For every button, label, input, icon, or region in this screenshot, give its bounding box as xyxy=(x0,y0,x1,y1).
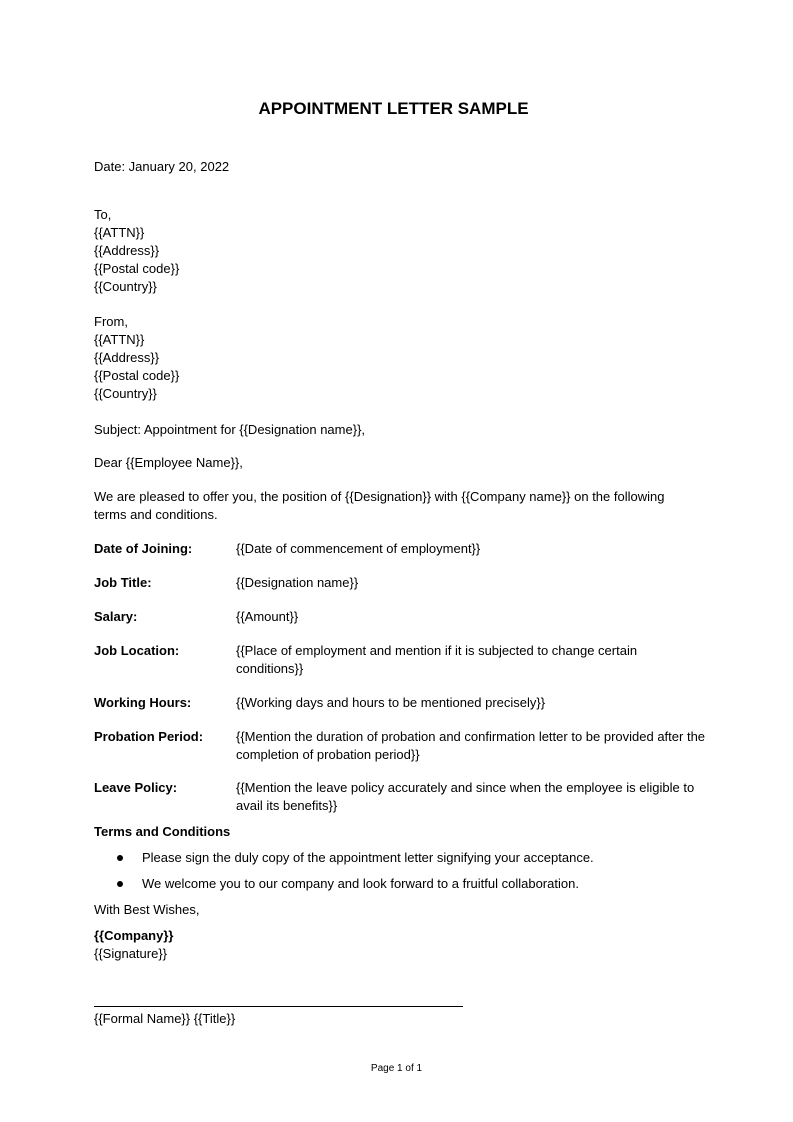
term-value-job-title: {{Designation name}} xyxy=(236,575,359,590)
term-value-working-hours: {{Working days and hours to be mentioned precisely}} xyxy=(236,695,546,710)
terms-heading: Terms and Conditions xyxy=(94,824,231,839)
to-heading: To, xyxy=(94,207,112,222)
term-label-job-location: Job Location: xyxy=(94,643,180,658)
bullet-dot-icon xyxy=(117,855,123,861)
from-country: {{Country}} xyxy=(94,386,157,401)
term-label-salary: Salary: xyxy=(94,609,138,624)
to-country: {{Country}} xyxy=(94,279,157,294)
signature-placeholder: {{Signature}} xyxy=(94,946,168,961)
signature-line xyxy=(94,1006,463,1007)
bullet-item-welcome: We welcome you to our company and look forward to a fruitful collaboration. xyxy=(142,876,579,891)
term-value-date-of-joining: {{Date of commencement of employment}} xyxy=(236,541,481,556)
from-address: {{Address}} xyxy=(94,350,160,365)
subject-line: Subject: Appointment for {{Designation name}}, xyxy=(94,422,366,437)
formal-name-title: {{Formal Name}} {{Title}} xyxy=(94,1011,236,1026)
from-attn: {{ATTN}} xyxy=(94,332,145,347)
salutation: Dear {{Employee Name}}, xyxy=(94,455,243,470)
bullet-dot-icon xyxy=(117,881,123,887)
page-number-footer: Page 1 of 1 xyxy=(370,1063,423,1074)
term-value-leave-policy: {{Mention the leave policy accurately and since when the employee is eligible to avail its benefits}} xyxy=(236,780,695,813)
term-label-date-of-joining: Date of Joining: xyxy=(94,541,193,556)
term-label-working-hours: Working Hours: xyxy=(94,695,192,710)
term-value-salary: {{Amount}} xyxy=(236,609,299,624)
term-label-job-title: Job Title: xyxy=(94,575,152,590)
to-address-block xyxy=(94,206,179,296)
from-address-block xyxy=(94,313,179,403)
company-name: {{Company}} xyxy=(94,928,174,943)
page-title: APPOINTMENT LETTER SAMPLE xyxy=(258,99,529,118)
intro-paragraph: We are pleased to offer you, the position of {{Designation}} with {{Company name}} on the following terms and conditions. xyxy=(94,489,665,522)
term-value-probation-period: {{Mention the duration of probation and confirmation letter to be provided after the completion of probation period}} xyxy=(236,729,706,762)
date-line: Date: January 20, 2022 xyxy=(94,159,230,174)
term-label-leave-policy: Leave Policy: xyxy=(94,780,178,795)
term-label-probation-period: Probation Period: xyxy=(94,729,204,744)
from-heading: From, xyxy=(94,314,128,329)
to-postal-code: {{Postal code}} xyxy=(94,261,180,276)
closing-line: With Best Wishes, xyxy=(94,902,200,917)
to-address: {{Address}} xyxy=(94,243,160,258)
from-postal-code: {{Postal code}} xyxy=(94,368,180,383)
to-attn: {{ATTN}} xyxy=(94,225,145,240)
bullet-item-sign-copy: Please sign the duly copy of the appointment letter signifying your acceptance. xyxy=(142,850,594,865)
term-value-job-location: {{Place of employment and mention if it is subjected to change certain conditions}} xyxy=(236,643,638,676)
